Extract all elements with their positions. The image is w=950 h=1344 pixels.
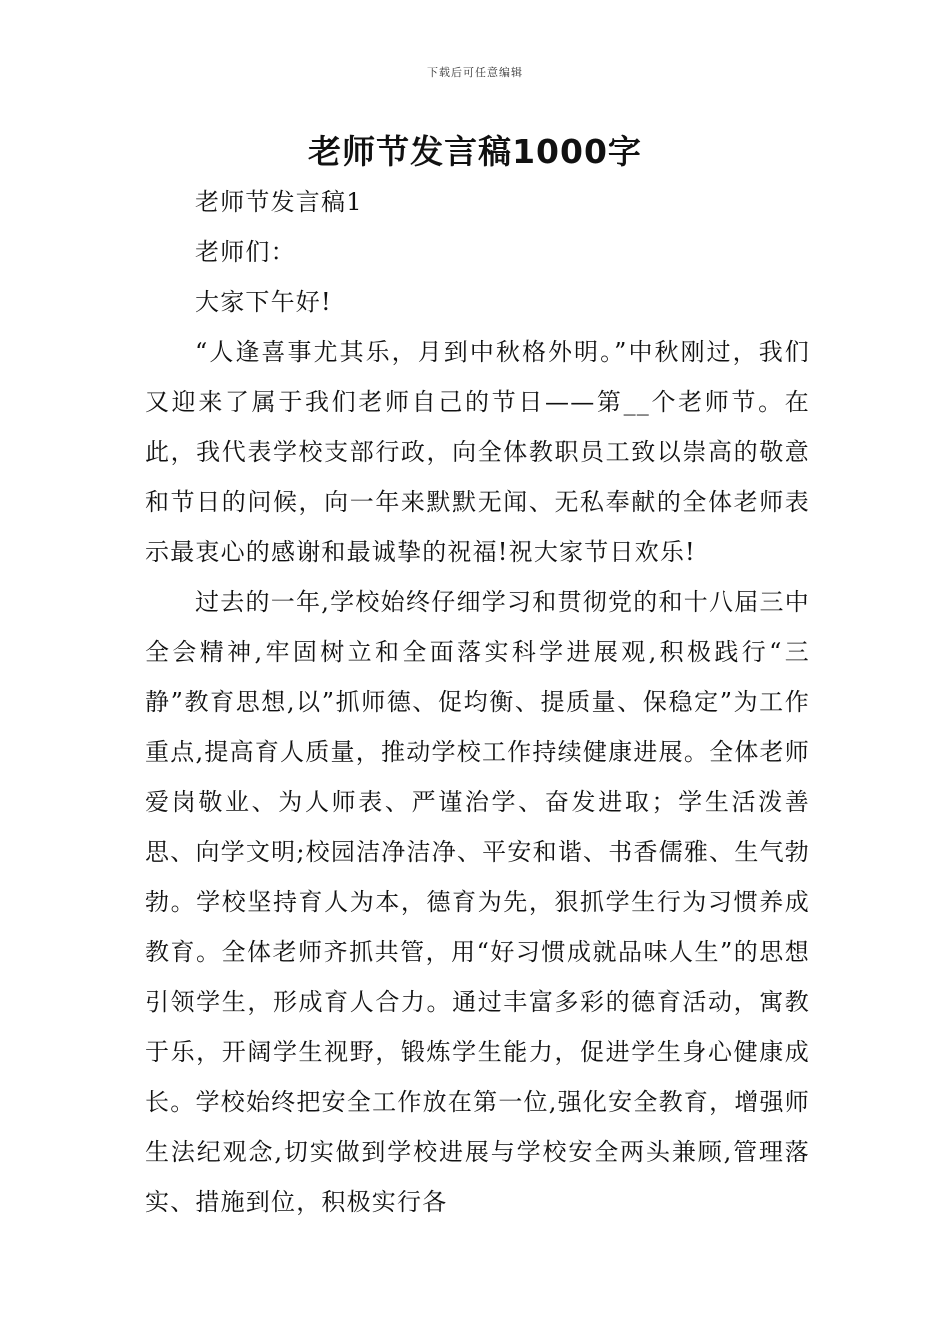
salutation: 老师们：	[195, 238, 296, 266]
header-note: 下载后可任意编辑	[427, 66, 523, 79]
document-title: 老师节发言稿1000字	[308, 132, 642, 171]
greeting: 大家下午好!	[195, 288, 332, 316]
paragraph-1: “人逢喜事尤其乐，月到中秋格外明。”中秋刚过，我们又迎来了属于我们老师自己的节日——第__个老师节。在此，我代表学校支部行政，向全体教职员工致以崇高的敬意和节日的问候，向一年来默默无闻、无私奉献的全体老师表示最衷心的感谢和最诚挚的祝福!祝大家节日欢乐!	[145, 338, 810, 566]
section-heading: 老师节发言稿1	[195, 188, 363, 216]
paragraph-2: 过去的一年,学校始终仔细学习和贯彻党的和十八届三中全会精神,牢固树立和全面落实科学进展观,积极践行“三静”教育思想,以”抓师德、促均衡、提质量、保稳定”为工作重点,提高育人质量，推动学校工作持续健康进展。全体老师爱岗敬业、为人师表、严谨治学、奋发进取；学生活泼善思、向学文明;校园洁净洁净、平安和谐、书香儒雅、生气勃勃。学校坚持育人为本，德育为先，狠抓学生行为习惯养成教育。全体老师齐抓共管，用“好习惯成就品味人生”的思想引领学生，形成育人合力。通过丰富多彩的德育活动，寓教于乐，开阔学生视野，锻炼学生能力，促进学生身心健康成长。学校始终把安全工作放在第一位,强化安全教育，增强师生法纪观念,切实做到学校进展与学校安全两头兼顾,管理落实、措施到位，积极实行各	[145, 588, 810, 1216]
document-body	[145, 177, 810, 1227]
